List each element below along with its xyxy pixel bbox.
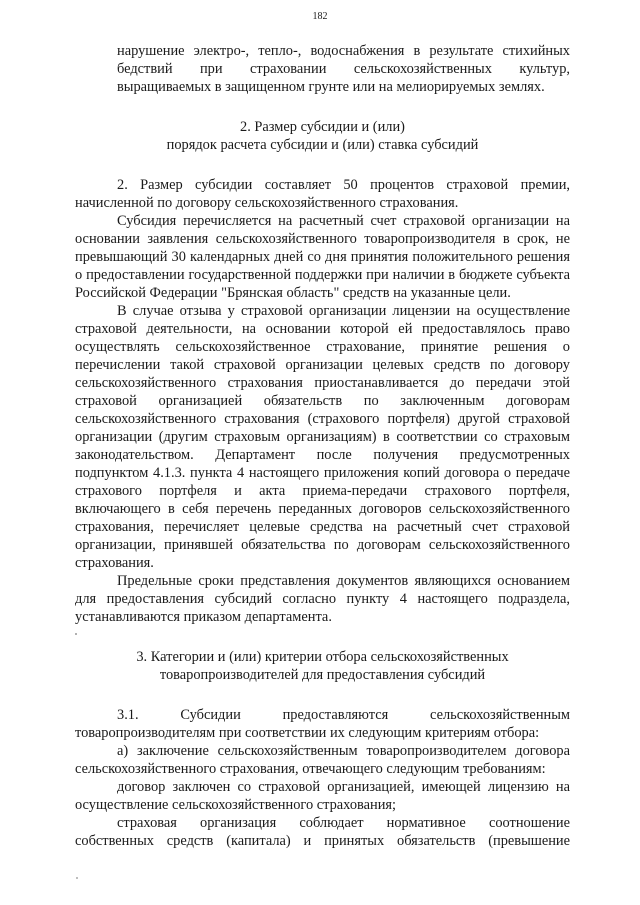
scan-speck (76, 877, 78, 879)
section-2-paragraph-2: Субсидия перечисляется на расчетный счет страховой организации на основании заявления сельскохозяйственного товаропроизводителя в срок, не превышающий 30 календарных дней со дня принятия положительного решения о предоставлении государственной поддержки при наличии в бюджете субъекта Российской Федерации "Брянская область" средств на указанные цели. (75, 213, 570, 301)
document-body (75, 42, 570, 850)
section-2-title-line-2: порядок расчета субсидии и (или) ставка субсидий (166, 137, 479, 153)
section-3-paragraph-4: страховая организация соблюдает нормативное соотношение собственных средств (капитала) и принятых обязательств (превышение (75, 815, 570, 849)
section-3-title-line-1: 3. Категории и (или) критерии отбора сельскохозяйственных (136, 649, 509, 665)
section-3-paragraph-3: договор заключен со страховой организацией, имеющей лицензию на осуществление сельскохозяйственного страхования; (75, 779, 570, 813)
section-3-title-line-2: товаропроизводителей для предоставления субсидий (159, 667, 486, 683)
page-number: 182 (312, 11, 328, 22)
section-2-paragraph-3: В случае отзыва у страховой организации лицензии на осуществление страховой деятельности, на основании которой ей предоставлялось право осуществлять сельскохозяйственное страхование, принятие решения о перечислении такой страховой организации целевых средств по договору сельскохозяйственного страхования приостанавливается до передачи этой страховой организацией обязательств по заключенным договорам сельскохозяйственного страхования (страхового портфеля) другой страховой организации (другим страховым организациям) в соответствии со страховым законодательством. Департамент после получения предусмотренных подпунктом 4.1.3. пункта 4 настоящего приложения копий договора о передаче страхового портфеля и акта приема-передачи страхового портфеля, включающего в себя перечень переданных договоров сельскохозяйственного страхования, перечисляет целевые средства на расчетный счет страховой организации, принявшей обязательства по договорам сельскохозяйственного страхования. (75, 303, 570, 571)
section-2-paragraph-4: Предельные сроки представления документов являющихся основанием для предоставления субсидий согласно пункту 4 настоящего подраздела, устанавливаются приказом департамента. (75, 573, 570, 625)
scan-speck (75, 633, 77, 635)
section-2-paragraph-1: 2. Размер субсидии составляет 50 процентов страховой премии, начисленной по договору сельскохозяйственного страхования. (75, 177, 570, 211)
intro-paragraph: нарушение электро-, тепло-, водоснабжения в результате стихийных бедствий при страховании сельскохозяйственных культур, выращиваемых в защищенном грунте или на мелиорируемых землях. (117, 43, 570, 95)
section-2-title-line-1: 2. Размер субсидии и (или) (240, 119, 405, 135)
section-3-paragraph-1: 3.1. Субсидии предоставляются сельскохозяйственным товаропроизводителям при соответствии их следующим критериям отбора: (75, 707, 570, 741)
section-3-paragraph-2: а) заключение сельскохозяйственным товаропроизводителем договора сельскохозяйственного страхования, отвечающего следующим требованиям: (75, 743, 570, 777)
